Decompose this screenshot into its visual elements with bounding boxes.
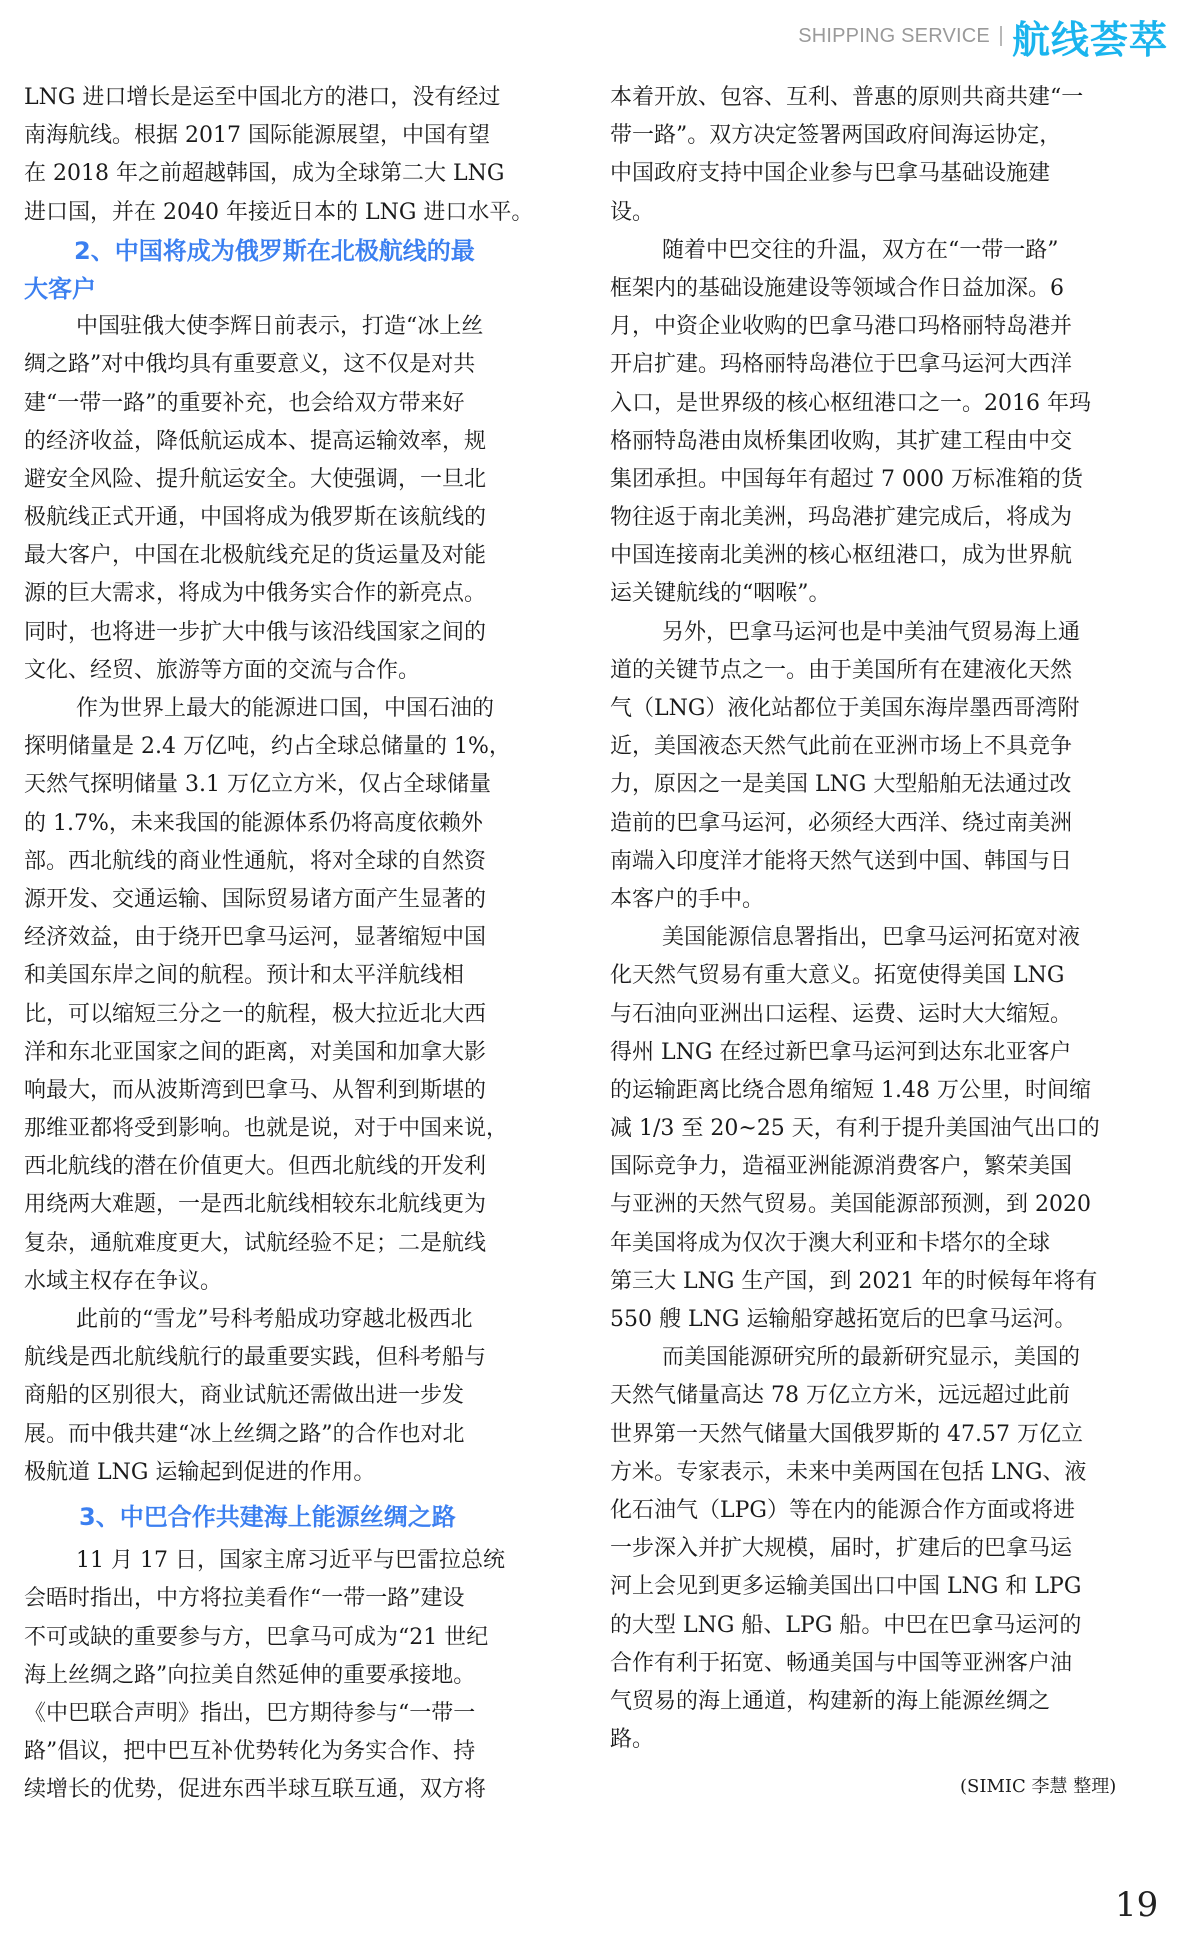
text-line: 年美国将成为仅次于澳大利亚和卡塔尔的全球 [610,1230,1051,1256]
text-line: 不可或缺的重要参与方，巴拿马可成为“21 世纪 [24,1624,489,1650]
text-line: 道的关键节点之一。由于美国所有在建液化天然 [610,657,1073,683]
text-line: 探明储量是 2.4 万亿吨，约占全球总储量的 1%， [24,734,511,760]
text-line: 集团承担。中国每年有超过 7 000 万标准箱的货 [610,466,1083,492]
text-line: 中国驻俄大使李辉日前表示，打造“冰上丝 [76,314,484,340]
text-line: 河上会见到更多运输美国出口中国 LNG 和 LPG [610,1574,1082,1600]
left-column [24,79,534,1809]
text-line: 的大型 LNG 船、LPG 船。中巴在巴拿马运河的 [610,1612,1082,1638]
right-column [610,79,1100,1759]
text-line: 的运输距离比绕合恩角缩短 1.48 万公里，时间缩 [610,1077,1091,1103]
text-line: 用绕两大难题，一是西北航线相较东北航线更为 [24,1192,487,1218]
text-line: 力，原因之一是美国 LNG 大型船舶无法通过改 [610,772,1072,798]
text-line: 路。 [610,1727,655,1753]
text-line: 绸之路”对中俄均具有重要意义，这不仅是对共 [24,352,476,378]
text-line: 世界第一天然气储量大国俄罗斯的 47.57 万亿立 [610,1421,1083,1447]
text-line: 天然气探明储量 3.1 万亿立方米，仅占全球储量 [24,772,491,798]
text-line: 那维亚都将受到影响。也就是说，对于中国来说， [24,1116,509,1142]
article-credit: (SIMIC 李慧 整理) [960,1776,1117,1797]
text-line: 月，中资企业收购的巴拿马港口玛格丽特岛港并 [610,314,1073,340]
page-number: 19 [1115,1885,1159,1925]
text-line: 11 月 17 日，国家主席习近平与巴雷拉总统 [76,1548,505,1574]
paragraph [24,1301,487,1492]
text-line: 物往返于南北美洲，玛岛港扩建完成后，将成为 [610,505,1073,531]
text-line: 美国能源信息署指出，巴拿马运河拓宽对液 [662,925,1081,951]
text-line: 航线是西北航线航行的最重要实践，但科考船与 [24,1345,487,1371]
section-heading-3: 3、中巴合作共建海上能源丝绸之路 [79,1502,456,1531]
text-line: 国际竞争力，造福亚洲能源消费客户，繁荣美国 [610,1154,1073,1180]
text-line: 南海航线。根据 2017 国际能源展望，中国有望 [24,123,490,149]
text-line: 与亚洲的天然气贸易。美国能源部预测，到 2020 [610,1192,1091,1218]
text-line: 续增长的优势，促进东西半球互联互通，双方将 [24,1777,487,1803]
paragraph [24,1542,505,1809]
text-line: 550 艘 LNG 运输船穿越拓宽后的巴拿马运河。 [610,1307,1077,1332]
text-line: 化石油气（LPG）等在内的能源合作方面或将进 [610,1497,1075,1523]
text-line: 气贸易的海上通道，构建新的海上能源丝绸之 [610,1688,1051,1714]
paragraph [24,308,487,690]
section-heading-2-cont: 大客户 [24,274,96,303]
paragraph [24,79,534,232]
text-line: 避安全风险、提升航运安全。大使强调，一旦北 [24,466,487,492]
text-line: 本着开放、包容、互利、普惠的原则共商共建“一 [610,85,1084,110]
text-line: 路”倡议，把中巴互补优势转化为务实合作、持 [24,1739,476,1765]
text-line: 第三大 LNG 生产国，到 2021 年的时候每年将有 [610,1268,1098,1294]
text-line: 开启扩建。玛格丽特岛港位于巴拿马运河大西洋 [610,352,1073,378]
text-line: 进口国，并在 2040 年接近日本的 LNG 进口水平。 [24,199,534,225]
text-line: 《中巴联合声明》指出，巴方期待参与“一带一 [24,1700,476,1726]
paragraph [610,614,1081,920]
text-line: 源开发、交通运输、国际贸易诸方面产生显著的 [24,886,487,912]
text-line: 西北航线的潜在价值更大。但西北航线的开发利 [24,1154,487,1180]
text-line: LNG 进口增长是运至中国北方的港口，没有经过 [24,85,501,110]
text-line: 复杂，通航难度更大，试航经验不足；二是航线 [24,1230,487,1256]
paragraph [610,1339,1087,1759]
text-line: 设。 [610,199,655,225]
text-line: 运关键航线的“咽喉”。 [610,581,831,607]
text-line: 气（LNG）液化站都位于美国东海岸墨西哥湾附 [610,696,1080,721]
paragraph [610,79,1084,232]
header-divider [1000,26,1002,46]
text-line: 入口，是世界级的核心枢纽港口之一。2016 年玛 [610,390,1091,416]
section-heading-2: 2、中国将成为俄罗斯在北极航线的最 [74,236,475,265]
text-line: 中国政府支持中国企业参与巴拿马基础设施建 [610,161,1051,187]
text-line: 与石油向亚洲出口运程、运费、运时大大缩短。 [610,1001,1073,1027]
text-line: 的经济收益，降低航运成本、提高运输效率，规 [24,428,487,454]
text-line: 造前的巴拿马运河，必须经大西洋、绕过南美洲 [610,810,1073,836]
text-line: 本客户的手中。 [610,886,765,912]
text-line: 和美国东岸之间的航程。预计和太平洋航线相 [24,963,465,989]
text-line: 经济效益，由于绕开巴拿马运河，显著缩短中国 [24,925,487,951]
text-line: 在 2018 年之前超越韩国，成为全球第二大 LNG [24,161,505,187]
text-line: 得州 LNG 在经过新巴拿马运河到达东北亚客户 [610,1039,1072,1065]
text-line: 此前的“雪龙”号科考船成功穿越北极西北 [76,1307,473,1332]
text-line: 天然气储量高达 78 万亿立方米，远远超过此前 [610,1383,1070,1409]
text-line: 极航道 LNG 运输起到促进的作用。 [24,1459,376,1485]
paragraph [24,690,511,1301]
text-line: 源的巨大需求，将成为中俄务实合作的新亮点。 [24,581,487,607]
paragraph [610,919,1100,1339]
section-title-english: SHIPPING SERVICE [798,24,990,47]
text-line: 合作有利于拓宽、畅通美国与中国等亚洲客户油 [610,1650,1073,1676]
text-line: 洋和东北亚国家之间的距离，对美国和加拿大影 [24,1039,487,1065]
text-line: 部。西北航线的商业性通航，将对全球的自然资 [24,848,487,874]
text-line: 商船的区别很大，商业试航还需做出进一步发 [24,1383,465,1409]
text-line: 南端入印度洋才能将天然气送到中国、韩国与日 [610,848,1073,874]
text-line: 最大客户，中国在北极航线充足的货运量及对能 [24,543,487,569]
text-line: 响最大，而从波斯湾到巴拿马、从智利到斯堪的 [24,1077,487,1103]
text-line: 建“一带一路”的重要补充，也会给双方带来好 [24,390,465,416]
text-line: 水域主权存在争议。 [24,1268,223,1294]
text-line: 减 1/3 至 20~25 天，有利于提升美国油气出口的 [610,1116,1100,1142]
text-line: 随着中巴交往的升温，双方在“一带一路” [662,237,1059,263]
text-line: 展。而中俄共建“冰上丝绸之路”的合作也对北 [24,1421,465,1447]
text-line: 格丽特岛港由岚桥集团收购，其扩建工程由中交 [610,428,1073,454]
text-line: 框架内的基础设施建设等领域合作日益加深。6 [610,275,1064,301]
paragraph [610,232,1091,614]
text-line: 近，美国液态天然气此前在亚洲市场上不具竞争 [610,734,1073,760]
text-line: 中国连接南北美洲的核心枢纽港口，成为世界航 [610,543,1073,569]
text-line: 方米。专家表示，未来中美两国在包括 LNG、液 [610,1459,1087,1485]
text-line: 会晤时指出，中方将拉美看作“一带一路”建设 [24,1586,465,1612]
section-title-chinese: 航线荟萃 [1011,17,1168,62]
text-line: 化天然气贸易有重大意义。拓宽使得美国 LNG [610,963,1065,989]
text-line: 带一路”。双方决定签署两国政府间海运协定， [610,123,1062,149]
text-line: 的 1.7%，未来我国的能源体系仍将高度依赖外 [24,810,483,836]
section-header [798,14,1168,62]
text-line: 同时，也将进一步扩大中俄与该沿线国家之间的 [24,619,487,645]
text-line: 另外，巴拿马运河也是中美油气贸易海上通 [662,619,1081,645]
text-line: 文化、经贸、旅游等方面的交流与合作。 [24,657,421,683]
text-line: 一步深入并扩大规模，届时，扩建后的巴拿马运 [610,1536,1073,1562]
text-line: 极航线正式开通，中国将成为俄罗斯在该航线的 [24,505,487,531]
text-line: 作为世界上最大的能源进口国，中国石油的 [76,696,495,721]
text-line: 比，可以缩短三分之一的航程，极大拉近北大西 [24,1001,487,1027]
text-line: 海上丝绸之路”向拉美自然延伸的重要承接地。 [24,1662,476,1688]
text-line: 而美国能源研究所的最新研究显示，美国的 [662,1345,1081,1371]
